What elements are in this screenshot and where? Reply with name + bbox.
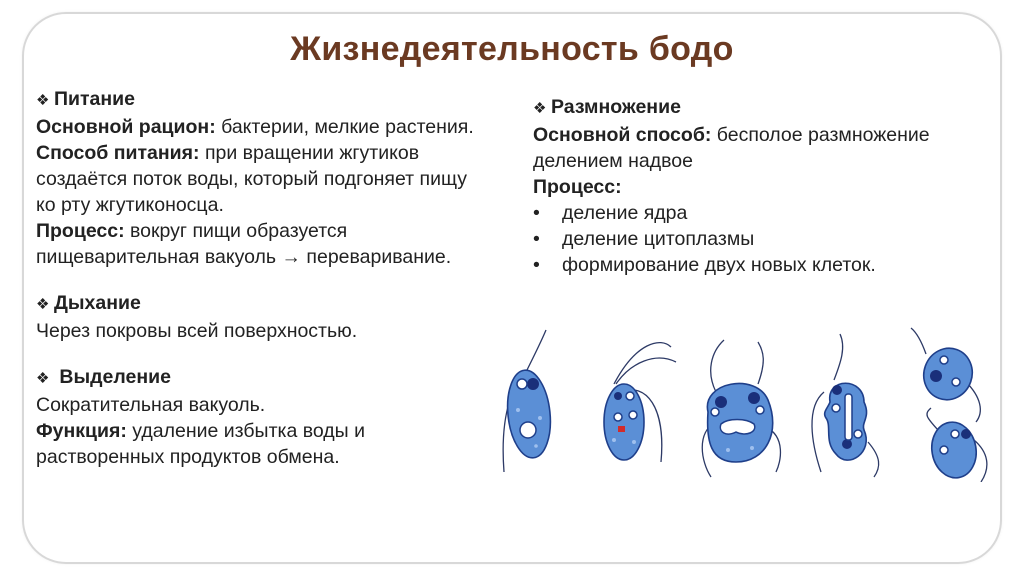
diet-label: Основной рацион: [36,116,216,138]
page-title: Жизнедеятельность бодо [290,30,734,68]
diet-text: бактерии, мелкие растения. [215,116,474,138]
bodo-cell-1 [503,330,554,472]
excretion-heading: ❖ Выделение [36,364,486,392]
feeding-method-text: при вращении жгутиков создаётся поток воды, который подгоняет пищу ко рту жгутиконосца. [36,142,467,216]
list-item: • формирование двух новых клеток. [533,252,1003,278]
diamond-bullet-icon: ❖ [533,100,547,117]
digestion-process-label: Процесс: [36,220,125,242]
bodo-cell-3 [702,340,780,477]
excretion-function-paragraph [36,418,486,470]
list-item: • деление ядра [533,200,1003,226]
diamond-bullet-icon: ❖ [36,370,50,387]
bodo-cell-5 [911,328,980,422]
excretion-function-label: Функция: [36,420,127,442]
right-column [533,94,1003,278]
bodo-cell-2 [604,343,676,462]
list-item: • деление цитоплазмы [533,226,1003,252]
breathing-text: Через покровы всей поверхностью. [36,320,358,342]
reproduction-heading: ❖ Размножение [533,94,1003,122]
feeding-method-label: Способ питания: [36,142,200,164]
digestion-process-paragraph [36,218,486,270]
left-column [36,86,486,470]
reproduction-method-text: бесполое размножение делением надвое [533,124,930,172]
reproduction-method-paragraph [533,122,1003,174]
reproduction-steps-list [533,200,1003,278]
reproduction-process-label: Процесс: [533,176,622,198]
breathing-heading: ❖ Дыхание [36,290,486,318]
excretion-function-text: удаление избытка воды и растворенных продуктов обмена. [36,420,365,468]
diamond-bullet-icon: ❖ [36,296,50,313]
bodo-division-illustration [496,322,996,482]
digestion-process-text: вокруг пищи образуется пищеварительная вакуоль → переваривание. [36,220,452,268]
feeding-method-paragraph [36,140,486,218]
bodo-cell-4 [812,334,879,477]
excretion-text: Сократительная вакуоль. [36,394,266,416]
nutrition-heading: ❖ Питание [36,86,486,114]
diet-paragraph [36,114,486,140]
diamond-bullet-icon: ❖ [36,92,50,109]
reproduction-method-label: Основной способ: [533,124,712,146]
